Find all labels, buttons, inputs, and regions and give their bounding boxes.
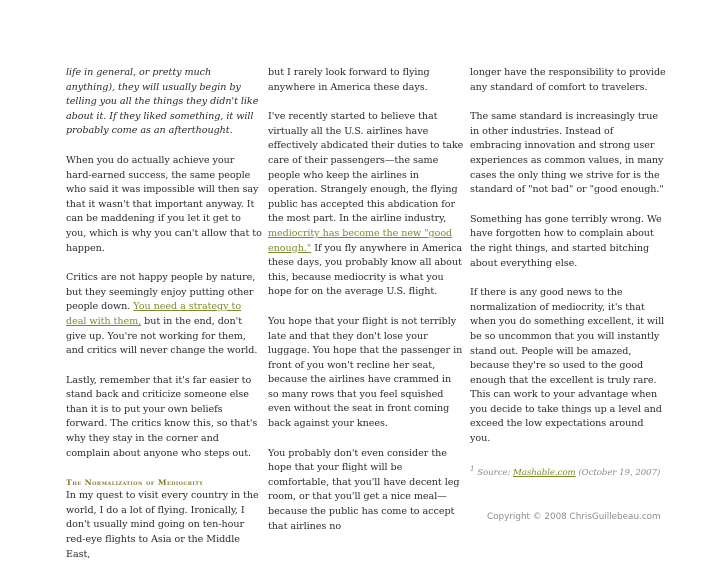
mediocrity-link[interactable]: mediocrity has become the new "good enough."	[268, 227, 453, 254]
paragraph: In my quest to visit every country in the world, I do a lot of flying. Ironically, I don't usually mind going on ten-hour red-eye flights to Asia or the Middle East,	[66, 490, 259, 560]
copyright-footer: Copyright © 2008 ChrisGuillebeau.com	[487, 512, 661, 522]
paragraph-text: Critics are not happy people by nature, but they seemingly enjoy putting other people down.	[66, 272, 256, 313]
paragraph-text: If you fly anywhere in America these days, you probably know all about this, because mediocrity is what you hope for on the average U.S. flight.	[268, 242, 463, 298]
text-column-2	[268, 66, 464, 549]
footnote	[470, 462, 666, 480]
paragraph-text: but in the end, don't give up. You're not working for them, and critics will never change the world.	[66, 315, 258, 357]
paragraph: longer have the responsibility to provide any standard of comfort to travelers.	[470, 67, 666, 93]
paragraph: Something has gone terribly wrong. We have forgotten how to complain about the right things, and started bitching about everything else.	[470, 213, 662, 269]
paragraph-text: I've recently started to believe that virtually all the U.S. airlines have effectively abdicated their duties to take care of their passengers—the same people who keep the airlines in operation. Strangely enough, the flying public has accepted this abdication for the most part. In the airline industry,	[268, 111, 464, 225]
footnote-mark: 1	[470, 463, 475, 473]
paragraph: If there is any good news to the normalization of mediocrity, it's that when you do something excellent, it will be so uncommon that you will instantly stand out. People will be amazed, because they're so used to the good enough that the excellent is truly rare. This can work to your advantage when you decide to take things up a level and exceed the low expectations around you.	[470, 287, 665, 445]
paragraph	[66, 271, 262, 359]
text-column-3	[470, 66, 666, 480]
paragraph: You probably don't even consider the hope that your flight will be comfortable, that you'll have decent leg room, or that you'll get a nice meal—because the public has come to accept that airlines no	[268, 447, 460, 532]
section-heading: The Normalization of Mediocrity	[66, 478, 204, 488]
paragraph: You hope that your flight is not terribly late and that they don't lose your luggage. You hope that the passenger in front of you won't recline her seat, because the airlines have crammed in so many rows that you feel squished even without the seat in front coming back against your knees.	[268, 315, 463, 430]
paragraph: but I rarely look forward to flying anywhere in America these days.	[268, 67, 430, 93]
paragraph: The same standard is increasingly true in other industries. Instead of embracing innovation and strong user experiences as common values, in many cases the only thing we strive for is the standard of "not bad" or "good enough."	[470, 111, 664, 196]
paragraph: life in general, or pretty much anything), they will usually begin by telling you all the things they didn't like about it. If they liked something, it will probably come as an afterthought.	[66, 67, 259, 137]
strategy-link[interactable]: You need a strategy to deal with them,	[66, 301, 242, 327]
paragraph: Lastly, remember that it's far easier to stand back and criticize someone else than it is to put your own beliefs forward. The critics know this, so that's why they stay in the corner and complain about anyone who steps out.	[66, 374, 258, 459]
paragraph	[268, 110, 464, 300]
text-column-1	[66, 66, 262, 577]
footnote-date: (October 19, 2007)	[575, 467, 661, 478]
paragraph: When you do actually achieve your hard-earned success, the same people who said it was impossible will then say that it wasn't that important anyway. It can be maddening if you let it get to you, which is why you can't allow that to happen.	[66, 154, 262, 254]
mashable-link[interactable]: Mashable.com	[513, 467, 576, 478]
footnote-label: Source:	[474, 467, 514, 478]
